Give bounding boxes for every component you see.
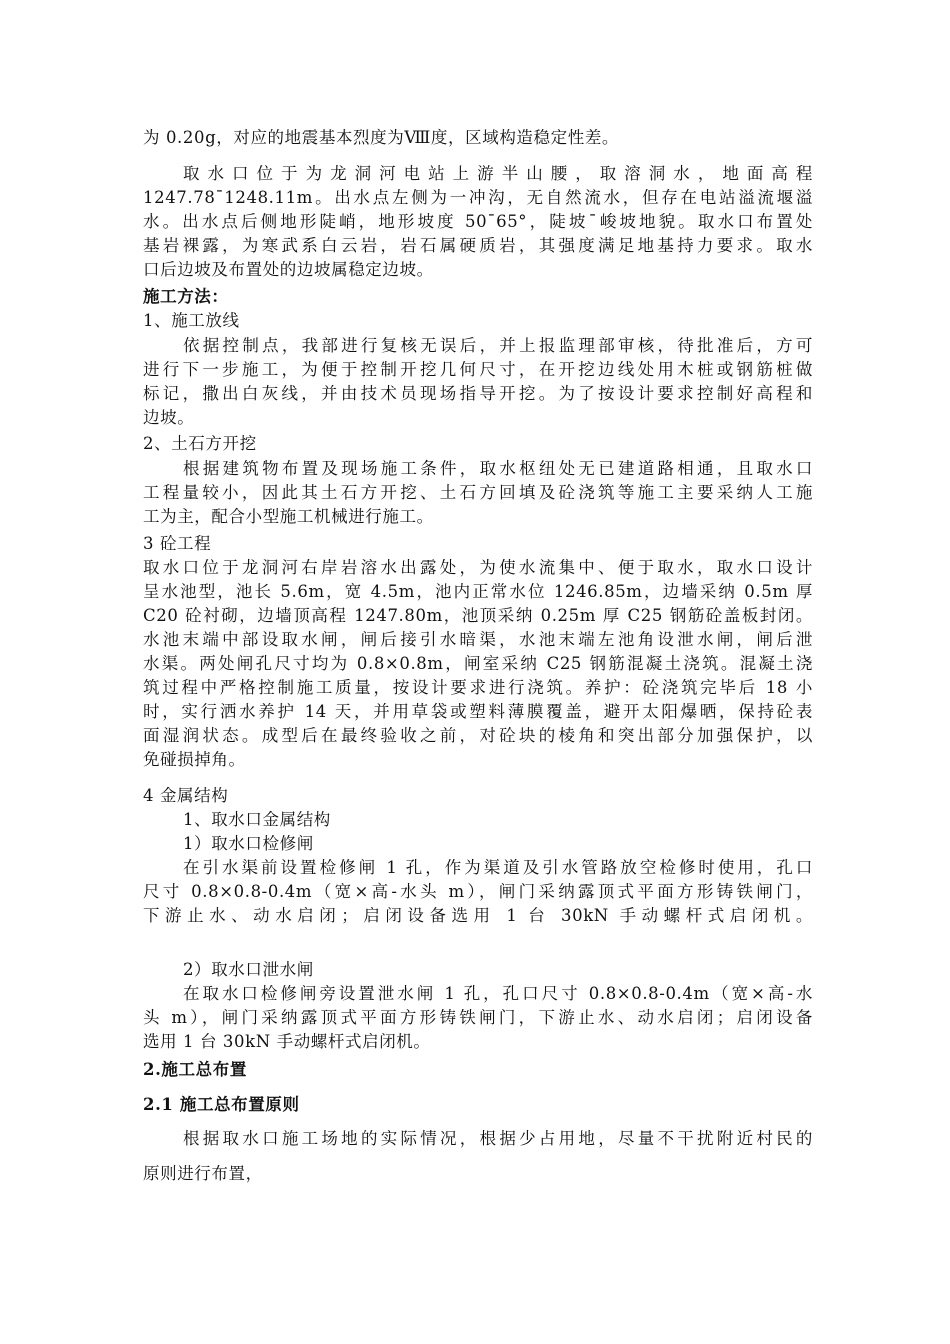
- section-heading: 施工方法：: [143, 287, 229, 306]
- subheading: 4 金属结构: [143, 786, 229, 805]
- text-line: 工程量较小，因此其土石方开挖、土石方回填及砼浇筑等施工主要采纳人工施: [143, 483, 813, 502]
- text-line: 原则进行布置，: [143, 1164, 263, 1183]
- text-line: 时，实行洒水养护 14 天，并用草袋或塑料薄膜覆盖，避开太阳爆晒，保持砼表: [143, 702, 813, 721]
- text-line: 筑过程中严格控制施工质量，按设计要求进行浇筑。养护：砼浇筑完毕后 18 小: [143, 678, 813, 697]
- subheading: 2）取水口泄水闸: [183, 960, 314, 979]
- section-heading: 2.施工总布置: [143, 1060, 247, 1079]
- text-line: 标记，撒出白灰线，并由技术员现场指导开挖。为了按设计要求控制好高程和: [143, 384, 813, 403]
- text-line: 选用 1 台 30kN 手动螺杆式启闭机。: [143, 1032, 431, 1051]
- text-line: 免碰损掉角。: [143, 750, 246, 769]
- text-line: 面湿润状态。成型后在最终验收之前，对砼块的棱角和突出部分加强保护，以: [143, 726, 813, 745]
- subheading: 3 砼工程: [143, 534, 212, 553]
- subheading: 2、土石方开挖: [143, 434, 257, 453]
- text-line: 基岩裸露，为寒武系白云岩，岩石属硬质岩，其强度满足地基持力要求。取水: [143, 236, 813, 255]
- text-line: 水池末端中部设取水闸，闸后接引水暗渠，水池末端左池角设泄水闸，闸后泄: [143, 630, 813, 649]
- text-line: 取水口位于为龙洞河电站上游半山腰，取溶洞水，地面高程: [183, 164, 813, 183]
- text-line: 呈水池型，池长 5.6m，宽 4.5m，池内正常水位 1246.85m，边墙采纳 0.5m 厚: [143, 582, 813, 601]
- text-line: 尺寸 0.8×0.8-0.4m（宽×高-水头 m），闸门采纳露顶式平面方形铸铁闸门，: [143, 882, 813, 901]
- text-line: 下游止水、动水启闭；启闭设备选用 1 台 30kN 手动螺杆式启闭机。: [143, 906, 813, 925]
- subheading: 1、取水口金属结构: [183, 810, 331, 829]
- text-line: 进行下一步施工，为便于控制开挖几何尺寸，在开挖边线处用木桩或钢筋桩做: [143, 360, 813, 379]
- text-line: 根据取水口施工场地的实际情况，根据少占用地，尽量不干扰附近村民的: [183, 1129, 813, 1148]
- text-line: 依据控制点，我部进行复核无误后，并上报监理部审核，待批准后，方可: [183, 336, 813, 355]
- subheading: 1、施工放线: [143, 311, 240, 330]
- text-line: 边坡。: [143, 408, 195, 427]
- text-line: 工为主，配合小型施工机械进行施工。: [143, 507, 434, 526]
- text-line: 1247.78¯1248.11m。出水点左侧为一冲沟，无自然流水，但存在电站溢流堰溢: [143, 188, 813, 207]
- text-line: 水渠。两处闸孔尺寸均为 0.8×0.8m，闸室采纳 C25 钢筋混凝土浇筑。混凝土浇: [143, 654, 813, 673]
- text-line: 取水口位于龙洞河右岸岩溶水出露处，为使水流集中、便于取水，取水口设计: [143, 558, 813, 577]
- text-line: 根据建筑物布置及现场施工条件，取水枢纽处无已建道路相通，且取水口: [183, 459, 813, 478]
- text-line: 在取水口检修闸旁设置泄水闸 1 孔，孔口尺寸 0.8×0.8-0.4m（宽×高-水: [183, 984, 813, 1003]
- text-line: 在引水渠前设置检修闸 1 孔，作为渠道及引水管路放空检修时使用，孔口: [183, 858, 813, 877]
- text-line: C20 砼衬砌，边墙顶高程 1247.80m，池顶采纳 0.25m 厚 C25 钢筋砼盖板封闭。: [143, 606, 813, 625]
- text-line: 水。出水点后侧地形陡峭，地形坡度 50¯65°，陡坡¯峻坡地貌。取水口布置处: [143, 212, 813, 231]
- text-line: 头 m），闸门采纳露顶式平面方形铸铁闸门，下游止水、动水启闭；启闭设备: [143, 1008, 813, 1027]
- subheading: 1）取水口检修闸: [183, 834, 314, 853]
- text-line: 口后边坡及布置处的边坡属稳定边坡。: [143, 260, 434, 279]
- section-heading: 2.1 施工总布置原则: [143, 1095, 300, 1114]
- text-line: 为 0.20g，对应的地震基本烈度为Ⅷ度，区域构造稳定性差。: [143, 128, 620, 147]
